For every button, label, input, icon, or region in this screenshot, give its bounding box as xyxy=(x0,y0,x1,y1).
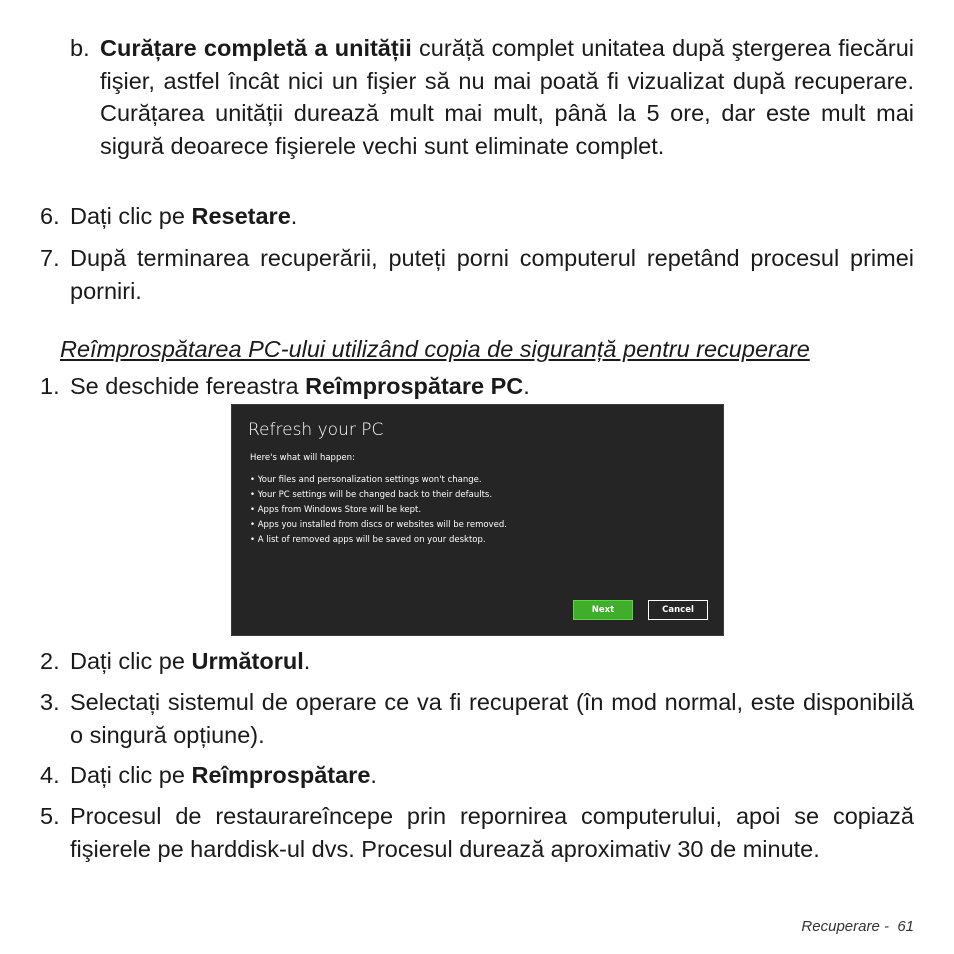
item-number: 6. xyxy=(40,203,60,229)
item-text: Selectați sistemul de operare ce va fi recuperat (în mod normal, este disponibilă o singură opțiune). xyxy=(70,689,914,748)
item-text: Curățare completă a unității curăță complet unitatea după ştergerea fiecărui fişier, astfel încât nici un fişier să nu mai poată fi vizualizat după recuperare. Curățarea unității durează mult mai mult, până la 5 ore, dar este mult mai sigură deoarece fişierele vechi sunt eliminate complet. xyxy=(100,35,914,159)
item-bold: Reîmprospătare xyxy=(191,762,371,788)
item-text: Dați clic pe Reîmprospătare. xyxy=(70,762,377,788)
item-number: 7. xyxy=(40,245,60,271)
bullet-item: • Apps you installed from discs or websites will be removed. xyxy=(250,518,507,533)
item-number: 1. xyxy=(40,373,60,399)
list-item-4 xyxy=(40,759,914,792)
item-number: 3. xyxy=(40,689,60,715)
item-bold: Reîmprospătare PC xyxy=(305,373,524,399)
window-bullet-list xyxy=(250,473,507,548)
list-item-1 xyxy=(40,370,914,403)
window-title: Refresh your PC xyxy=(248,420,384,440)
list-item-b xyxy=(70,32,914,162)
item-bold: Curățare completă a unității xyxy=(100,35,412,61)
page-number: 61 xyxy=(897,918,914,935)
item-text: Procesul de restaurareîncepe prin repornirea computerului, apoi se copiază fişierele pe harddisk-ul dvs. Procesul durează aproximativ 30 de minute. xyxy=(70,803,914,862)
page-footer xyxy=(801,918,914,935)
bullet-item: • Apps from Windows Store will be kept. xyxy=(250,503,507,518)
section-heading: Reîmprospătarea PC-ului utilizând copia de siguranță pentru recuperare xyxy=(60,336,810,362)
item-text: Dați clic pe Următorul. xyxy=(70,648,311,674)
item-text: După terminarea recuperării, puteți porni computerul repetând procesul primei porniri. xyxy=(70,245,914,304)
list-item-7 xyxy=(40,242,914,307)
item-number: 5. xyxy=(40,803,60,829)
item-bold: Resetare xyxy=(191,203,291,229)
item-number: 2. xyxy=(40,648,60,674)
list-item-3 xyxy=(40,686,914,751)
item-number: 4. xyxy=(40,762,60,788)
list-item-5 xyxy=(40,800,914,865)
item-bold: Următorul xyxy=(191,648,304,674)
refresh-pc-screenshot xyxy=(231,404,724,636)
bullet-item: • Your PC settings will be changed back to their defaults. xyxy=(250,488,507,503)
item-number: b. xyxy=(70,35,90,61)
list-item-6 xyxy=(40,200,914,233)
list-item-2 xyxy=(40,645,914,678)
item-text: Se deschide fereastra Reîmprospătare PC. xyxy=(70,373,530,399)
item-text: Dați clic pe Resetare. xyxy=(70,203,298,229)
cancel-button[interactable]: Cancel xyxy=(648,600,708,620)
bullet-item: • Your files and personalization settings won't change. xyxy=(250,473,507,488)
window-intro: Here's what will happen: xyxy=(250,453,355,463)
next-button[interactable]: Next xyxy=(573,600,633,620)
footer-section: Recuperare - xyxy=(801,918,889,935)
bullet-item: • A list of removed apps will be saved on your desktop. xyxy=(250,533,507,548)
